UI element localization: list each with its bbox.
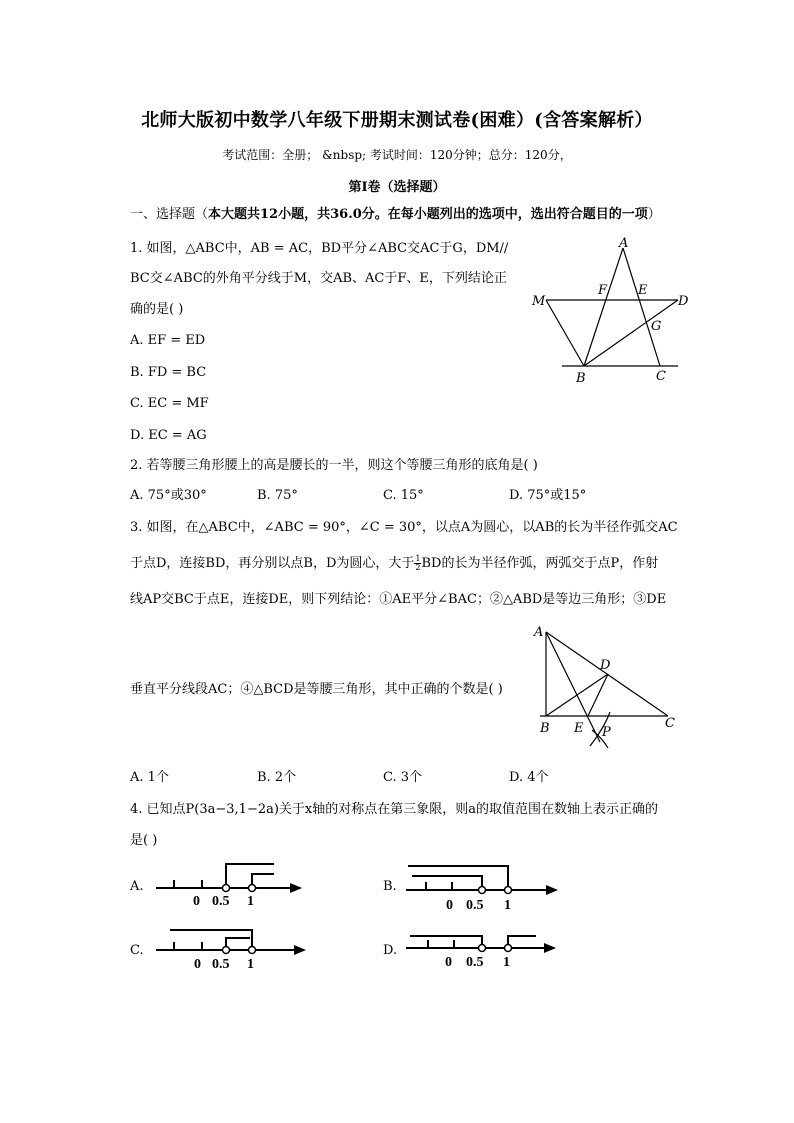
q1-option-c: C. EC = MF (130, 396, 209, 411)
exam-info: 考试范围：全册； &nbsp; 考试时间：120分钟；总分：120分， (222, 148, 572, 162)
ray-ap (546, 632, 600, 742)
q3-option-d: D. 4个 (509, 770, 549, 785)
tick-label-0-5: 0.5 (212, 894, 230, 909)
q1-label-c: C (656, 369, 666, 384)
q3-label-e: E (574, 721, 584, 736)
q4-option-a-number-line (150, 858, 308, 910)
tick-label-0-5: 0.5 (212, 957, 230, 972)
q3-label-a: A (534, 625, 544, 640)
q1-option-d: D. EC = AG (130, 428, 207, 443)
q1-label-g: G (651, 319, 662, 334)
q3-triangle-figure (528, 620, 688, 750)
q4-option-c-label: C. (130, 943, 144, 958)
q4-option-c-number-line (150, 924, 310, 974)
q1-line2: BC交∠ABC的外角平分线于M，交AB、AC于F、E，下列结论正 (130, 271, 507, 286)
tick-label-0: 0 (194, 957, 201, 972)
q3-line1: 3. 如图，在△ABC中，∠ABC = 90°，∠C = 30°，以点A为圆心，以AB的长为半径作弧交AC (130, 520, 678, 535)
q3-option-b: B. 2个 (257, 770, 297, 785)
q1-line3: 确的是( ) (130, 302, 184, 317)
q3-label-c: C (665, 716, 675, 731)
q1-line1: 1. 如图，△ABC中，AB = AC，BD平分∠ABC交AC于G，DM// (130, 241, 509, 256)
q2-stem: 2. 若等腰三角形腰上的高是腰长的一半，则这个等腰三角形的底角是( ) (130, 458, 538, 473)
q3-label-b: B (540, 721, 550, 736)
q4-option-a-label: A. (130, 879, 144, 894)
instruction-prefix: 一、选择题（ (130, 207, 209, 222)
q4-option-b-label: B. (383, 879, 397, 894)
q4-line1: 4. 已知点P(3a−3,1−2a)关于x轴的对称点在第三象限，则a的取值范围在数轴上表示正确的 (130, 802, 659, 817)
section-title: 第Ⅰ卷（选择题） (348, 180, 446, 195)
q3-option-c: C. 3个 (383, 770, 423, 785)
q3-label-p: P (602, 725, 611, 740)
tick-label-0: 0 (445, 955, 452, 970)
section-instruction (130, 206, 661, 224)
tick-label-1: 1 (503, 955, 510, 970)
q1-label-d: D (678, 294, 689, 309)
q1-option-a: A. EF = ED (130, 333, 206, 348)
q4-option-b-number-line (400, 858, 565, 914)
q1-option-b: B. FD = BC (130, 365, 207, 380)
q2-option-b: B. 75° (257, 488, 298, 503)
instruction-bold: 本大题共12小题，共36.0分。在每小题列出的选项中，选出符合题目的一项 (208, 207, 648, 222)
q4-option-d-label: D. (383, 943, 398, 958)
q2-option-d: D. 75°或15° (509, 488, 587, 503)
line-ab (584, 248, 623, 366)
q3-line2 (130, 555, 658, 573)
fraction-numerator: 1 (415, 554, 421, 563)
q1-label-e: E (638, 283, 648, 298)
line-ac (623, 248, 660, 366)
tick-label-0: 0 (446, 898, 453, 913)
tick-label-0-5: 0.5 (466, 898, 484, 913)
q3-line3: 线AP交BC于点E，连接DE，则下列结论：①AE平分∠BAC；②△ABD是等边三角形；③DE (130, 592, 667, 607)
line-bm (546, 300, 584, 366)
q1-label-b: B (576, 371, 586, 386)
q1-label-m: M (532, 294, 546, 309)
fraction-denominator: 2 (415, 563, 421, 572)
tick-label-0: 0 (193, 894, 200, 909)
tick-label-1: 1 (504, 898, 511, 913)
q3-label-d: D (600, 658, 611, 673)
q4-option-d-number-line (400, 924, 565, 974)
q2-option-c: C. 15° (383, 488, 424, 503)
document-title: 北师大版初中数学八年级下册期末测试卷(困难）(含答案解析） (141, 110, 653, 131)
instruction-suffix: ） (647, 207, 661, 222)
q2-option-a: A. 75°或30° (130, 488, 207, 503)
q3-line2-start: 于点D，连接BD，再分别以点B，D为圆心，大于 (130, 556, 415, 571)
line-bd (584, 300, 678, 366)
q3-line4: 垂直平分线段AC；④△BCD是等腰三角形，其中正确的个数是( ) (130, 682, 503, 697)
q4-line2: 是( ) (130, 833, 158, 848)
tick-label-1: 1 (247, 957, 254, 972)
q1-triangle-figure (520, 232, 700, 387)
q3-option-a: A. 1个 (130, 770, 169, 785)
q3-line2-end: BD的长为半径作弧，两弧交于点P，作射 (421, 556, 659, 571)
tick-label-0-5: 0.5 (466, 955, 484, 970)
tick-label-1: 1 (247, 894, 254, 909)
q1-label-a: A (619, 236, 629, 251)
q1-label-f: F (598, 283, 608, 298)
